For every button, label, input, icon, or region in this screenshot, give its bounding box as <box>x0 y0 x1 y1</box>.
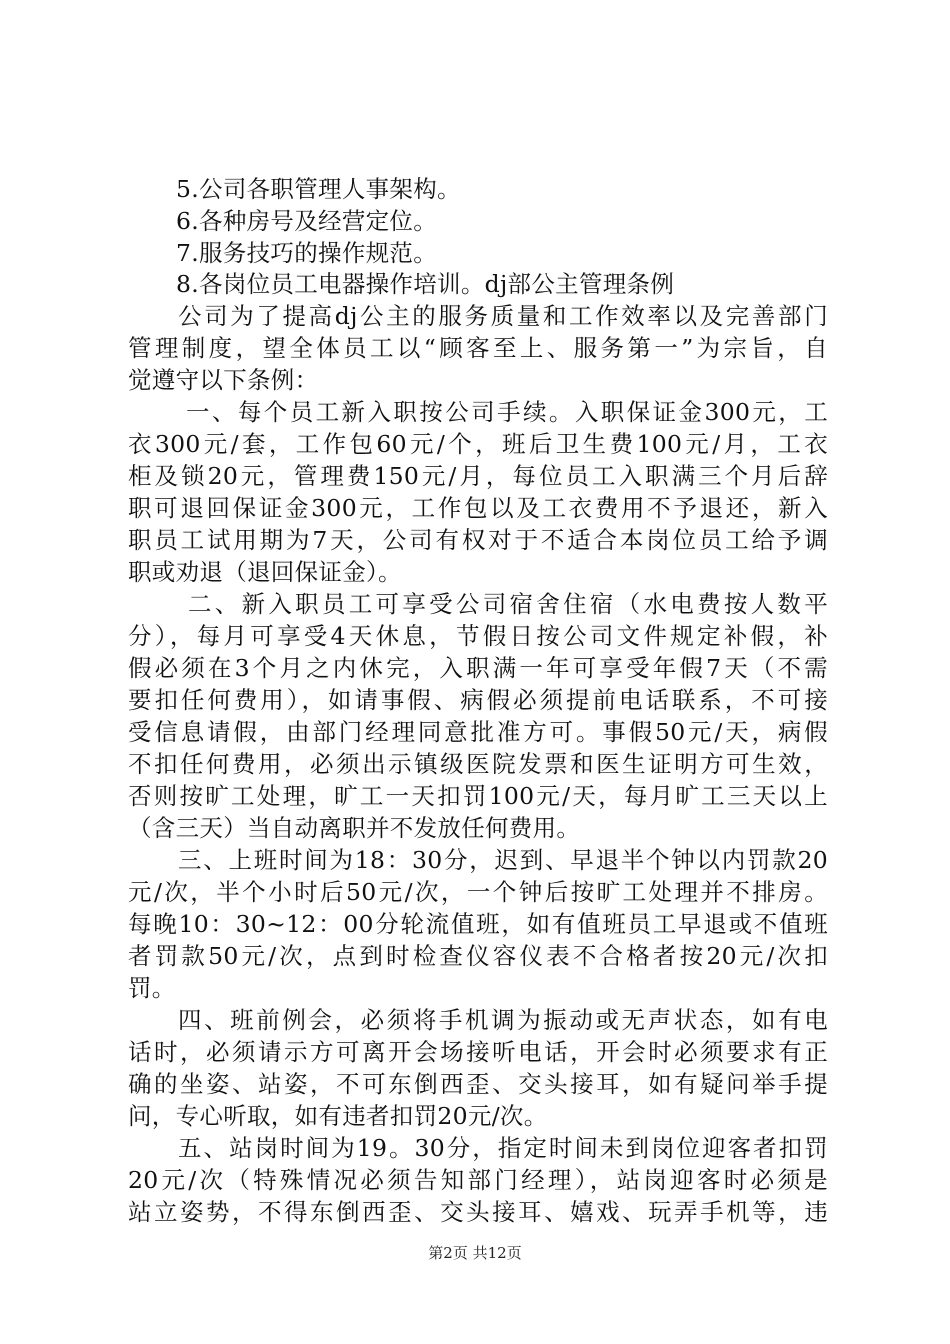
text-line: 公司为了提高dj公主的服务质量和工作效率以及完善部门 <box>178 302 828 330</box>
text-line: 站立姿势，不得东倒西歪、交头接耳、嬉戏、玩弄手机等，违 <box>128 1198 828 1226</box>
text-line: 管理制度，望全体员工以“顾客至上、服务第一”为宗旨，自 <box>128 334 828 362</box>
text-line: 四、班前例会，必须将手机调为振动或无声状态，如有电 <box>178 1006 828 1034</box>
text-line: 柜及锁20元，管理费150元/月，每位员工入职满三个月后辞 <box>128 462 828 490</box>
text-line: 假必须在3个月之内休完，入职满一年可享受年假7天（不需 <box>128 654 828 682</box>
text-line: 20元/次（特殊情况必须告知部门经理），站岗迎客时必须是 <box>128 1166 828 1194</box>
text-line: 话时，必须请示方可离开会场接听电话，开会时必须要求有正 <box>128 1038 828 1066</box>
text-line: 确的坐姿、站姿，不可东倒西歪、交头接耳，如有疑问举手提 <box>128 1070 828 1098</box>
page-number-footer: 第2页 共12页 <box>428 1244 522 1262</box>
text-line: 职可退回保证金300元，工作包以及工衣费用不予退还，新入 <box>128 494 828 522</box>
text-line: 分），每月可享受4天休息，节假日按公司文件规定补假，补 <box>128 622 828 650</box>
text-line: 7.服务技巧的操作规范。 <box>176 239 438 267</box>
text-line: 三、上班时间为18：30分，迟到、早退半个钟以内罚款20 <box>178 846 828 874</box>
text-line: 8.各岗位员工电器操作培训。dj部公主管理条例 <box>176 270 675 298</box>
text-line: 不扣任何费用，必须出示镇级医院发票和医生证明方可生效， <box>128 750 828 778</box>
text-line: 者罚款50元/次，点到时检查仪容仪表不合格者按20元/次扣 <box>128 942 828 970</box>
text-line: 觉遵守以下条例： <box>128 366 319 394</box>
text-line: 衣300元/套，工作包60元/个，班后卫生费100元/月，工衣 <box>128 430 828 458</box>
text-line: 职员工试用期为7天，公司有权对于不适合本岗位员工给予调 <box>128 526 828 554</box>
text-line: 职或劝退（退回保证金）。 <box>128 558 402 586</box>
text-line: 每晚10：30~12：00分轮流值班，如有值班员工早退或不值班 <box>128 910 828 938</box>
text-line: 五、站岗时间为19。30分，指定时间未到岗位迎客者扣罚 <box>178 1134 828 1162</box>
text-line: 要扣任何费用），如请事假、病假必须提前电话联系，不可接 <box>128 686 828 714</box>
text-line: 否则按旷工处理，旷工一天扣罚100元/天，每月旷工三天以上 <box>128 782 828 810</box>
text-line: 元/次，半个小时后50元/次，一个钟后按旷工处理并不排房。 <box>128 878 828 906</box>
text-line: 罚。 <box>128 974 176 1002</box>
text-line: 5.公司各职管理人事架构。 <box>176 175 461 203</box>
text-line: （含三天）当自动离职并不发放任何费用。 <box>128 814 581 842</box>
text-line: 问，专心听取，如有违者扣罚20元/次。 <box>128 1102 548 1130</box>
text-line: 一、每个员工新入职按公司手续。入职保证金300元，工 <box>186 398 828 426</box>
text-line: 二、新入职员工可享受公司宿舍住宿（水电费按人数平 <box>188 590 828 618</box>
text-line: 受信息请假，由部门经理同意批准方可。事假50元/天，病假 <box>128 718 828 746</box>
text-line: 6.各种房号及经营定位。 <box>176 207 438 235</box>
